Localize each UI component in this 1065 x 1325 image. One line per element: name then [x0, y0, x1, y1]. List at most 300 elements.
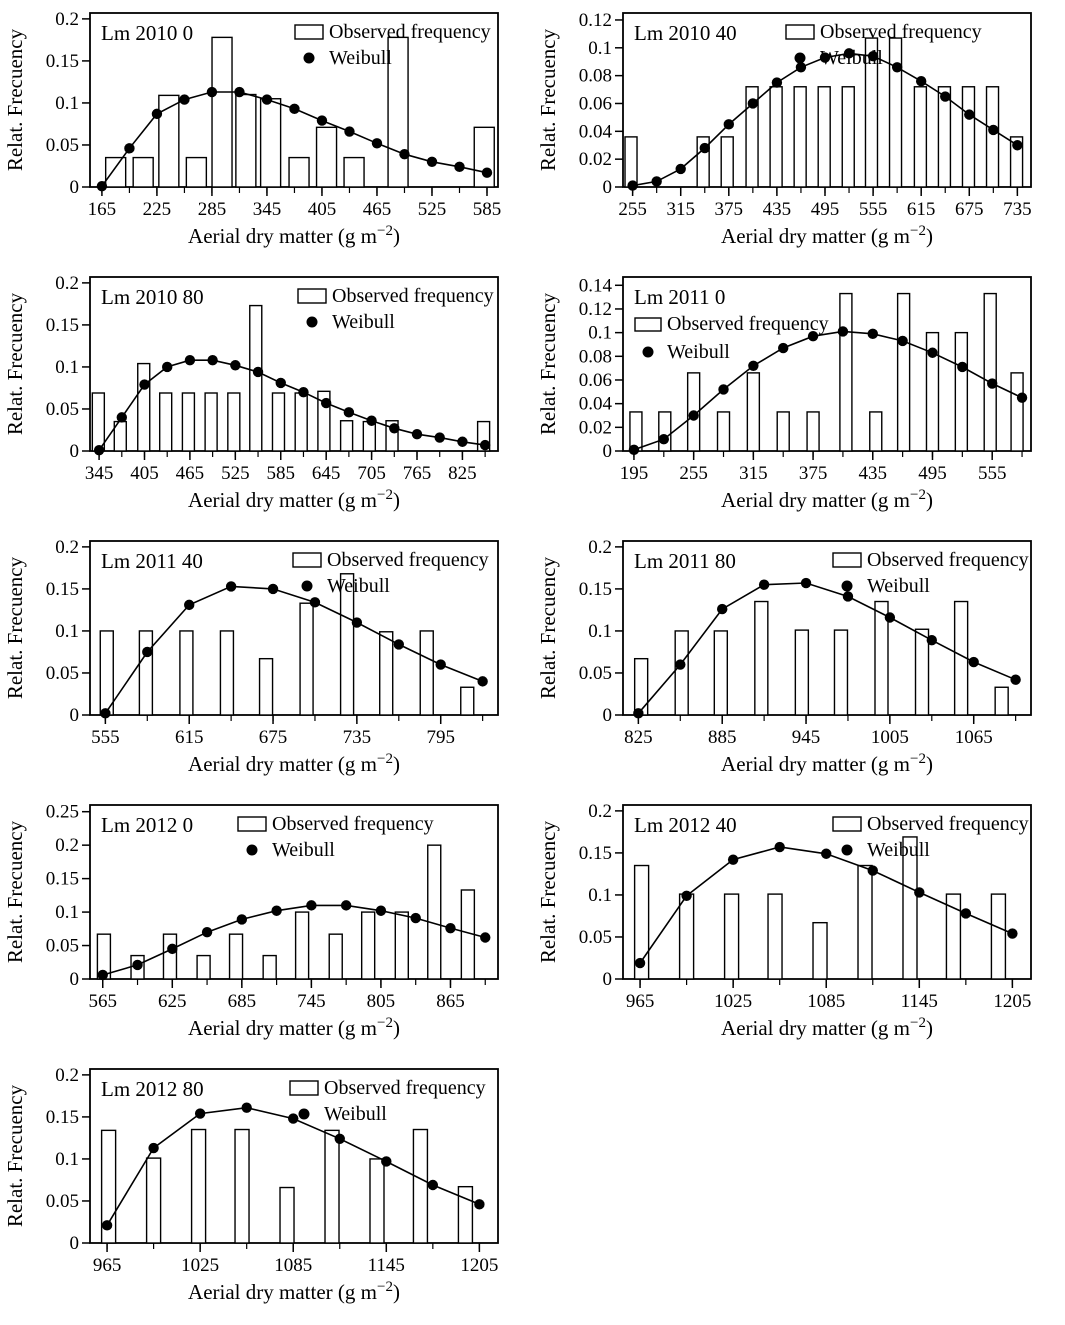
weibull-dot	[914, 887, 924, 897]
legend-observed-label: Observed frequency	[867, 813, 1029, 835]
bar	[160, 393, 172, 451]
x-tick-label: 435	[762, 199, 792, 220]
weibull-dot	[759, 580, 769, 590]
x-tick-label: 945	[791, 727, 821, 748]
weibull-dot	[97, 181, 107, 191]
weibull-dot	[139, 379, 149, 389]
y-tick-label: 0.05	[45, 935, 79, 957]
weibull-dot	[148, 1143, 158, 1153]
y-tick-label: 0.15	[578, 578, 612, 600]
bar	[106, 158, 126, 187]
bar	[236, 95, 256, 187]
legend-weibull-marker	[643, 347, 654, 358]
weibull-dot	[268, 584, 278, 594]
x-tick-label: 1145	[367, 1255, 405, 1276]
bar	[280, 1188, 294, 1243]
x-tick-label: 1085	[807, 991, 846, 1012]
weibull-dot	[897, 336, 907, 346]
weibull-dot	[480, 932, 490, 942]
panel-lm-2011-80	[533, 528, 1065, 792]
bar	[777, 412, 789, 451]
weibull-dot	[117, 412, 127, 422]
y-tick-label: 0	[69, 441, 79, 462]
bar	[680, 894, 694, 979]
bar	[458, 1187, 472, 1243]
y-tick-label: 0.1	[588, 884, 612, 906]
bar	[344, 158, 364, 187]
x-tick-label: 745	[297, 991, 326, 1012]
chart-cell-lm-2011-0	[533, 264, 1065, 528]
panel-title: Lm 2012 0	[101, 813, 194, 837]
x-axis-label: Aerial dry matter (g $m^{-2}$)	[188, 487, 400, 512]
weibull-dot	[477, 676, 487, 686]
x-tick-label: 885	[707, 727, 737, 748]
weibull-dot	[427, 157, 437, 167]
weibull-dot	[394, 639, 404, 649]
bar	[133, 158, 153, 187]
y-tick-label: 0.2	[55, 272, 79, 294]
weibull-dot	[310, 597, 320, 607]
x-tick-label: 1145	[900, 991, 938, 1012]
y-tick-label: 0.1	[55, 902, 79, 924]
bar	[474, 127, 494, 187]
weibull-dot	[344, 126, 354, 136]
bar	[363, 422, 375, 451]
weibull-dot	[633, 708, 643, 718]
y-tick-label: 0.1	[588, 322, 612, 344]
weibull-dot	[457, 437, 467, 447]
legend-weibull-label: Weibull	[867, 575, 930, 597]
weibull-dot	[961, 908, 971, 918]
weibull-dot	[635, 958, 645, 968]
x-tick-label: 1085	[274, 1255, 313, 1276]
bar	[842, 87, 854, 187]
x-tick-label: 805	[366, 991, 396, 1012]
weibull-dot	[892, 62, 902, 72]
x-tick-label: 495	[918, 463, 947, 484]
y-tick-label: 0.06	[578, 369, 612, 391]
x-axis-label: Aerial dry matter (g $m^{-2}$)	[721, 223, 933, 248]
bar	[770, 87, 782, 187]
bar	[420, 631, 433, 715]
x-tick-label: 675	[258, 727, 288, 748]
x-tick-label: 705	[357, 463, 386, 484]
x-tick-label: 585	[472, 199, 502, 220]
x-tick-label: 1005	[870, 727, 909, 748]
y-axis-label: Relat. Frecuency	[3, 28, 27, 172]
y-axis-label: Relat. Frecuency	[536, 28, 560, 172]
y-tick-label: 0.05	[45, 398, 79, 420]
y-tick-label: 0.05	[45, 134, 79, 156]
weibull-dot	[262, 94, 272, 104]
panel-lm-2010-80	[0, 264, 532, 528]
x-tick-label: 255	[618, 199, 647, 220]
y-axis-label: Relat. Frecuency	[3, 292, 27, 436]
weibull-dot	[969, 657, 979, 667]
y-tick-label: 0.2	[55, 835, 79, 857]
weibull-dot	[389, 423, 399, 433]
weibull-dot	[253, 367, 263, 377]
legend-observed-label: Observed frequency	[667, 313, 829, 335]
x-tick-label: 1065	[954, 727, 993, 748]
legend-observed-swatch	[295, 25, 323, 39]
legend-weibull-marker	[795, 53, 806, 64]
weibull-dot	[341, 900, 351, 910]
legend-weibull-label: Weibull	[324, 1103, 387, 1125]
observed-frequency-bars	[635, 602, 1008, 715]
y-tick-label: 0.05	[45, 662, 79, 684]
weibull-dot	[411, 913, 421, 923]
weibull-dot	[435, 432, 445, 442]
bar	[747, 373, 759, 451]
weibull-dot	[688, 410, 698, 420]
x-tick-label: 675	[955, 199, 984, 220]
weibull-dot	[627, 180, 637, 190]
bar	[197, 956, 210, 979]
bar	[984, 294, 996, 451]
x-tick-label: 555	[858, 199, 888, 220]
x-tick-label: 615	[906, 199, 936, 220]
weibull-dot	[927, 635, 937, 645]
x-tick-label: 405	[307, 199, 337, 220]
x-axis-label: Aerial dry matter (g $m^{-2}$)	[188, 223, 400, 248]
weibull-dot	[988, 125, 998, 135]
legend-weibull-label: Weibull	[332, 311, 395, 333]
x-tick-label: 1025	[714, 991, 753, 1012]
bar	[718, 412, 730, 451]
y-tick-label: 0.15	[45, 314, 79, 336]
x-tick-label: 585	[266, 463, 296, 484]
bar	[325, 1130, 339, 1243]
x-tick-label: 965	[92, 1255, 122, 1276]
weibull-dot	[838, 326, 848, 336]
chart-cell-lm-2010-80	[0, 264, 533, 528]
legend-observed-swatch	[833, 817, 861, 831]
bar	[818, 87, 830, 187]
weibull-dot	[675, 659, 685, 669]
x-tick-label: 285	[197, 199, 227, 220]
bar	[413, 1130, 427, 1243]
y-axis-label: Relat. Frecuency	[536, 292, 560, 436]
weibull-dot	[843, 591, 853, 601]
weibull-dot	[964, 109, 974, 119]
weibull-dot	[1017, 393, 1027, 403]
weibull-dot	[927, 348, 937, 358]
bar	[100, 631, 113, 715]
bar	[395, 912, 408, 979]
weibull-dot	[381, 1156, 391, 1166]
x-tick-label: 315	[739, 463, 768, 484]
weibull-dot	[202, 927, 212, 937]
bar	[205, 393, 217, 451]
x-tick-label: 1205	[460, 1255, 499, 1276]
y-tick-label: 0.08	[578, 65, 612, 87]
panel-lm-2011-0	[533, 264, 1065, 528]
legend-observed-label: Observed frequency	[327, 549, 489, 571]
x-tick-label: 965	[625, 991, 655, 1012]
weibull-dot	[372, 138, 382, 148]
legend-observed-swatch	[238, 817, 266, 831]
weibull-dot	[306, 900, 316, 910]
weibull-dot	[659, 434, 669, 444]
x-tick-label: 865	[436, 991, 465, 1012]
y-tick-label: 0.15	[45, 578, 79, 600]
legend-observed-swatch	[293, 553, 321, 567]
weibull-dot	[288, 1113, 298, 1123]
y-tick-label: 0	[602, 705, 612, 726]
bar	[147, 1158, 161, 1243]
legend-weibull-label: Weibull	[327, 575, 390, 597]
x-tick-label: 345	[84, 463, 114, 484]
bar	[250, 306, 262, 451]
legend-weibull-marker	[842, 581, 853, 592]
legend-observed-swatch	[786, 25, 814, 39]
legend-observed-swatch	[833, 553, 861, 567]
weibull-dot	[412, 429, 422, 439]
weibull-dot	[271, 906, 281, 916]
bar	[995, 687, 1008, 715]
x-tick-label: 735	[1003, 199, 1032, 220]
bar	[755, 602, 768, 715]
weibull-dot	[289, 104, 299, 114]
weibull-dot	[454, 162, 464, 172]
bar	[230, 934, 243, 979]
x-tick-label: 315	[666, 199, 695, 220]
y-tick-label: 0	[69, 705, 79, 726]
weibull-dot	[700, 143, 710, 153]
bar	[955, 333, 967, 451]
weibull-dot	[124, 143, 134, 153]
weibull-dot	[237, 914, 247, 924]
x-tick-label: 825	[448, 463, 477, 484]
weibull-dot	[185, 355, 195, 365]
y-tick-label: 0.25	[45, 801, 79, 823]
weibull-dot	[167, 944, 177, 954]
weibull-dot	[916, 76, 926, 86]
bar	[180, 631, 193, 715]
bar	[768, 894, 782, 979]
weibull-dot	[352, 617, 362, 627]
weibull-dot	[366, 416, 376, 426]
x-tick-label: 555	[91, 727, 120, 748]
y-tick-label: 0.12	[578, 9, 612, 31]
chart-cell-lm-2011-40	[0, 528, 533, 792]
x-tick-label: 615	[174, 727, 204, 748]
y-tick-label: 0.1	[588, 37, 612, 59]
panel-title: Lm 2011 80	[634, 549, 736, 573]
y-tick-label: 0.04	[578, 393, 612, 415]
legend-weibull-marker	[302, 581, 313, 592]
bar	[295, 393, 307, 451]
y-axis-label: Relat. Frecuency	[3, 1084, 27, 1228]
x-tick-label: 525	[417, 199, 447, 220]
weibull-dot	[885, 612, 895, 622]
weibull-dot	[162, 362, 172, 372]
x-tick-label: 565	[88, 991, 117, 1012]
y-tick-label: 0.2	[588, 800, 612, 822]
bar	[946, 894, 960, 979]
legend-weibull-marker	[307, 317, 318, 328]
bar	[212, 37, 232, 187]
x-tick-label: 1205	[993, 991, 1032, 1012]
x-tick-label: 255	[679, 463, 708, 484]
legend-observed-swatch	[298, 289, 326, 303]
panel-title: Lm 2010 40	[634, 21, 737, 45]
legend-observed-label: Observed frequency	[867, 549, 1029, 571]
bar	[220, 631, 233, 715]
weibull-dot	[298, 387, 308, 397]
chart-cell-lm-2011-80	[533, 528, 1065, 792]
panel-lm-2012-40	[533, 792, 1065, 1056]
panel-lm-2010-40	[533, 0, 1065, 264]
weibull-dot	[195, 1108, 205, 1118]
bar	[914, 87, 926, 187]
panel-lm-2010-0	[0, 0, 532, 264]
y-axis-label: Relat. Frecuency	[3, 820, 27, 964]
x-tick-label: 645	[311, 463, 341, 484]
weibull-dot	[241, 1102, 251, 1112]
y-tick-label: 0.2	[55, 1064, 79, 1086]
legend-observed-label: Observed frequency	[324, 1077, 486, 1099]
y-tick-label: 0.08	[578, 346, 612, 368]
weibull-dot	[344, 407, 354, 417]
weibull-dot	[796, 62, 806, 72]
bar	[159, 95, 179, 187]
x-tick-label: 1025	[181, 1255, 220, 1276]
x-tick-label: 465	[175, 463, 205, 484]
weibull-dot	[207, 87, 217, 97]
bar	[296, 912, 309, 979]
legend-weibull-marker	[247, 845, 258, 856]
bar	[272, 393, 284, 451]
x-tick-label: 495	[810, 199, 840, 220]
x-axis-label: Aerial dry matter (g $m^{-2}$)	[188, 751, 400, 776]
weibull-dot	[152, 109, 162, 119]
bar	[380, 632, 393, 715]
weibull-dot	[428, 1180, 438, 1190]
bar	[428, 845, 441, 979]
y-tick-label: 0.1	[588, 620, 612, 642]
bar	[317, 127, 337, 187]
weibull-dot	[748, 361, 758, 371]
y-tick-label: 0.14	[578, 275, 612, 297]
x-tick-label: 345	[252, 199, 282, 220]
weibull-dot	[436, 659, 446, 669]
panel-lm-2012-0	[0, 792, 532, 1056]
weibull-dot	[376, 906, 386, 916]
bar	[362, 912, 375, 979]
bar	[163, 934, 176, 979]
bar	[235, 1130, 249, 1243]
weibull-dot	[868, 329, 878, 339]
bar	[192, 1130, 206, 1243]
bar	[794, 87, 806, 187]
legend-observed-swatch	[290, 1081, 318, 1095]
x-tick-label: 405	[130, 463, 159, 484]
bar	[840, 294, 852, 451]
x-tick-label: 825	[624, 727, 653, 748]
x-tick-label: 685	[227, 991, 257, 1012]
weibull-dot	[681, 891, 691, 901]
x-tick-label: 735	[342, 727, 372, 748]
observed-frequency-bars	[635, 837, 1006, 979]
panel-title: Lm 2012 80	[101, 1077, 204, 1101]
chart-cell-lm-2012-80	[0, 1056, 533, 1320]
weibull-dot	[629, 445, 639, 455]
y-tick-label: 0.12	[578, 298, 612, 320]
weibull-dot	[335, 1134, 345, 1144]
x-tick-label: 375	[714, 199, 744, 220]
chart-cell-lm-2010-0	[0, 0, 533, 264]
weibull-dot	[132, 960, 142, 970]
x-tick-label: 195	[619, 463, 649, 484]
weibull-dot	[226, 581, 236, 591]
x-axis-label: Aerial dry matter (g $m^{-2}$)	[188, 1015, 400, 1040]
bar	[635, 659, 648, 715]
observed-frequency-bars	[97, 845, 474, 979]
bar	[1011, 373, 1023, 451]
weibull-dot	[234, 87, 244, 97]
x-tick-label: 465	[362, 199, 392, 220]
bar	[858, 866, 872, 979]
x-axis-label: Aerial dry matter (g $m^{-2}$)	[721, 487, 933, 512]
y-tick-label: 0.05	[45, 1190, 79, 1212]
bar	[795, 630, 808, 715]
y-tick-label: 0.05	[578, 926, 612, 948]
y-tick-label: 0	[69, 969, 79, 990]
legend-observed-label: Observed frequency	[272, 813, 434, 835]
bar	[916, 629, 929, 715]
weibull-dot	[718, 384, 728, 394]
y-tick-label: 0	[602, 441, 612, 462]
panel-title: Lm 2010 80	[101, 285, 204, 309]
weibull-dot	[801, 578, 811, 588]
bar	[938, 87, 950, 187]
legend-weibull-label: Weibull	[667, 341, 730, 363]
weibull-dot	[317, 115, 327, 125]
y-axis-label: Relat. Frecuency	[3, 556, 27, 700]
weibull-dot	[207, 355, 217, 365]
y-tick-label: 0.2	[55, 8, 79, 30]
panel-title: Lm 2011 0	[634, 285, 726, 309]
bar	[182, 393, 194, 451]
legend-weibull-marker	[842, 845, 853, 856]
weibull-dot	[651, 176, 661, 186]
weibull-dot	[276, 378, 286, 388]
bar	[289, 158, 309, 187]
bar	[807, 412, 819, 451]
y-tick-label: 0.15	[45, 50, 79, 72]
y-tick-label: 0.02	[578, 149, 612, 171]
x-tick-label: 795	[426, 727, 455, 748]
weibull-dot	[774, 842, 784, 852]
x-tick-label: 625	[158, 991, 187, 1012]
weibull-dot	[179, 94, 189, 104]
legend-weibull-marker	[299, 1109, 310, 1120]
panel-title: Lm 2011 40	[101, 549, 203, 573]
weibull-dot	[717, 604, 727, 614]
weibull-dot	[676, 164, 686, 174]
bar	[659, 412, 671, 451]
y-tick-label: 0	[69, 177, 79, 198]
bar	[300, 603, 313, 715]
x-tick-label: 165	[87, 199, 117, 220]
bar	[813, 923, 827, 979]
legend-weibull-label: Weibull	[329, 47, 392, 69]
legend-observed-swatch	[635, 318, 661, 331]
x-tick-label: 765	[402, 463, 432, 484]
y-tick-label: 0.04	[578, 121, 612, 143]
